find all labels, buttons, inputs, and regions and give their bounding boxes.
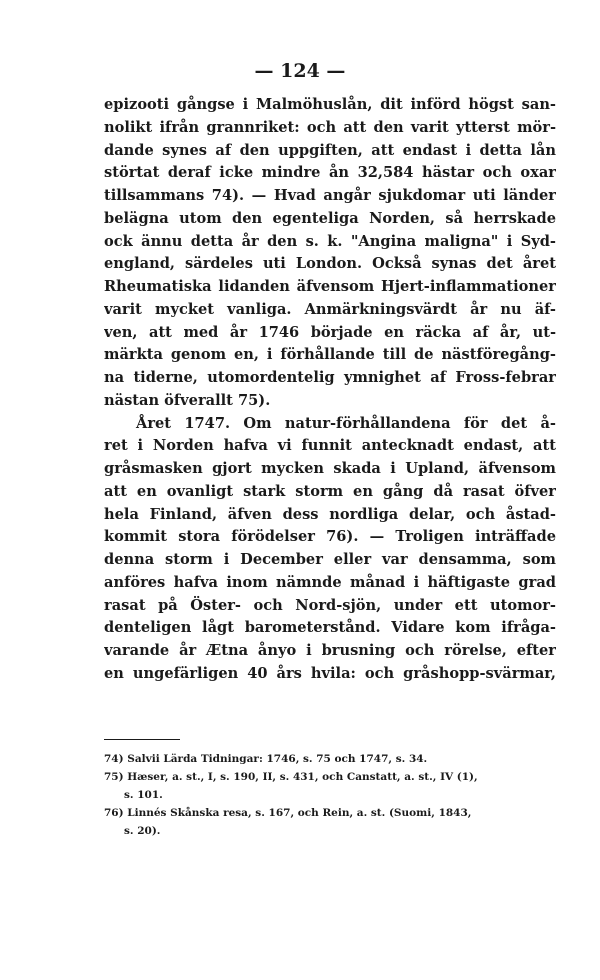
text-line: ven, att med år 1746 började en räcka af år, ut-	[104, 323, 556, 341]
footnote-75-continued: s. 101.	[124, 789, 163, 801]
footnotes	[104, 750, 556, 840]
text-line: varit mycket vanliga. Anmärkningsvärdt år nu äf-	[104, 300, 556, 318]
text-line: Rheumatiska lidanden äfvensom Hjert-inflammationer	[104, 278, 556, 295]
text-line: anföres hafva inom nämnde månad i häftigaste grad	[104, 573, 556, 591]
text-line: varande år Ætna ånyo i brusning och rörelse, efter	[104, 642, 556, 659]
body-text	[104, 94, 556, 686]
text-line: nästan öfverallt 75).	[104, 391, 271, 409]
text-line: belägna utom den egenteliga Norden, så herrskade	[104, 209, 556, 227]
text-line: gråsmasken gjort mycken skada i Upland, äfvensom	[104, 460, 556, 477]
text-line: na tiderne, utomordentelig ymnighet af Fross-febrar	[104, 369, 556, 386]
text-line: epizooti gångse i Malmöhuslån, dit införd högst san-	[104, 96, 556, 113]
page-number: — 124 —	[254, 60, 346, 82]
text-line: denna storm i December eller var densamma, som	[104, 551, 556, 568]
footnote-74: 74) Salvii Lärda Tidningar: 1746, s. 75 och 1747, s. 34.	[104, 753, 428, 765]
text-line: ock ännu detta år den s. k. "Angina maligna" i Syd-	[104, 232, 556, 250]
text-line: att en ovanligt stark storm en gång då rasat öfver	[104, 482, 556, 500]
text-line: rasat på Öster- och Nord-sjön, under ett utomor-	[104, 596, 556, 614]
text-line: en ungefärligen 40 års hvila: och gråshopp-svärmar,	[104, 664, 556, 682]
paragraph-start-line: Året 1747. Om natur-förhållandena för det å-	[136, 414, 556, 432]
text-line: nolikt ifrån grannriket: och att den varit ytterst mör-	[104, 118, 556, 136]
text-line: kommit stora förödelser 76). — Troligen inträffade	[104, 528, 556, 546]
footnote-75: 75) Hæser, a. st., I, s. 190, II, s. 431, och Canstatt, a. st., IV (1),	[104, 771, 478, 783]
text-line: dande synes af den uppgiften, att endast i detta lån	[104, 141, 556, 159]
footnote-divider	[104, 739, 180, 740]
text-line: tillsammans 74). — Hvad angår sjukdomar uti länder	[104, 187, 556, 204]
footnote-76: 76) Linnés Skånska resa, s. 167, och Rein, a. st. (Suomi, 1843,	[104, 807, 472, 819]
text-line: störtat deraf icke mindre ån 32,584 hästar och oxar	[104, 164, 556, 182]
text-line: hela Finland, äfven dess nordliga delar, och åstad-	[104, 505, 556, 523]
footnote-76-continued: s. 20).	[124, 825, 161, 837]
text-line: ret i Norden hafva vi funnit antecknadt endast, att	[104, 437, 556, 455]
text-line: denteligen lågt barometerstånd. Vidare kom ifråga-	[104, 619, 556, 637]
text-line: märkta genom en, i förhållande till de nästföregång-	[104, 346, 556, 364]
text-line: england, särdeles uti London. Också synas det året	[104, 255, 556, 273]
